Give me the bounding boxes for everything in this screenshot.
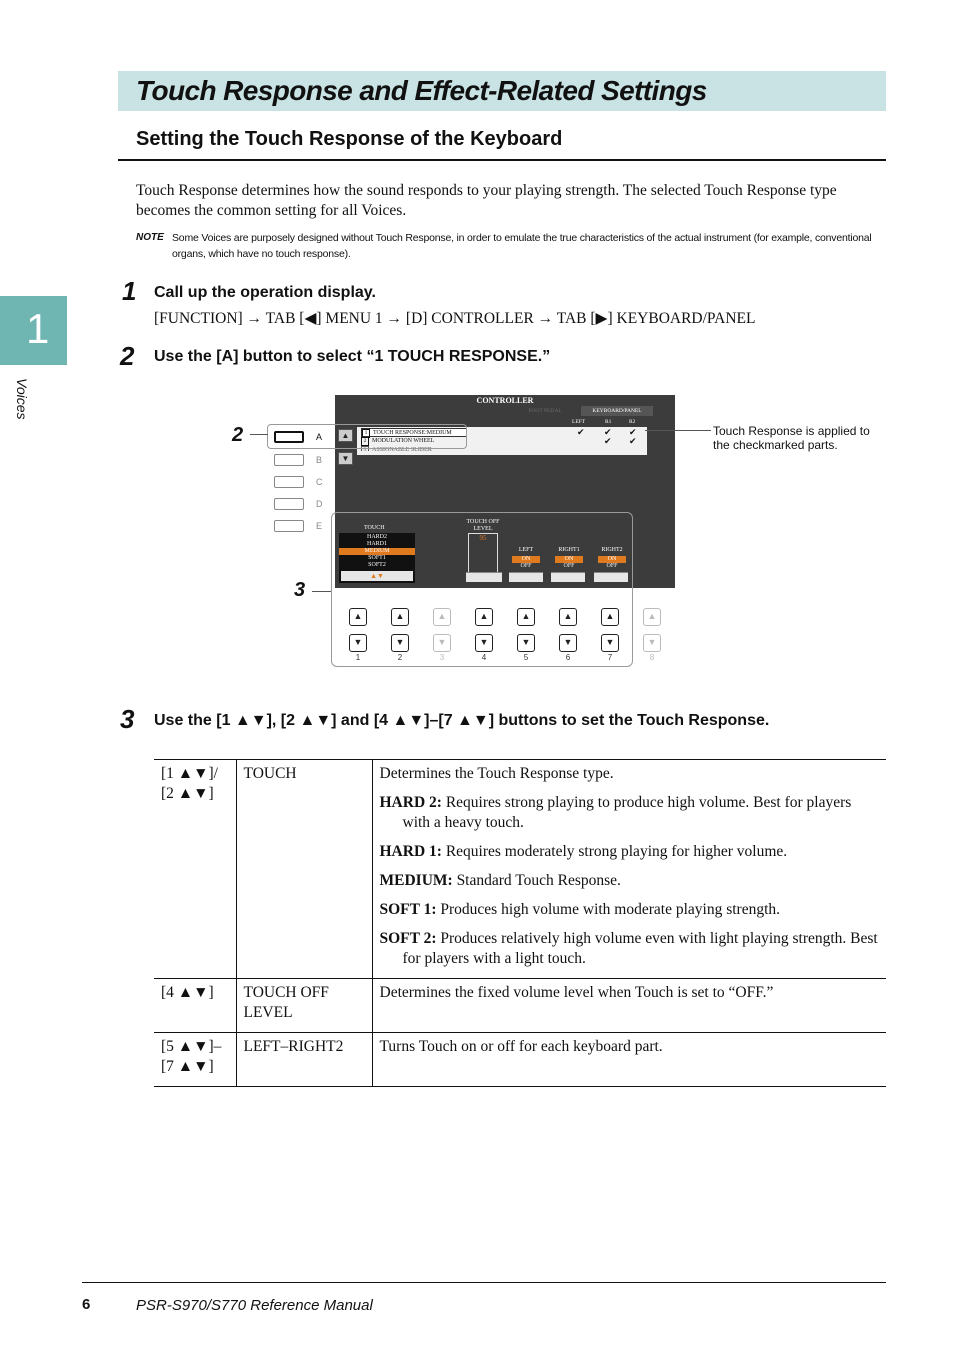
table-cell-parameter: TOUCH — [236, 760, 372, 979]
touch-type-hard2[interactable]: HARD2 — [366, 534, 387, 540]
button-6-up[interactable]: ▲ — [559, 608, 577, 626]
level-arrow-bar — [466, 572, 502, 582]
subheading: Setting the Touch Response of the Keyboard — [136, 128, 563, 150]
part-right2-arrows — [594, 572, 628, 582]
button-d[interactable] — [274, 498, 304, 510]
section-banner — [118, 71, 886, 111]
callout-2-leader — [250, 434, 268, 435]
button-5-down[interactable]: ▼ — [517, 634, 535, 652]
button-4-number: 4 — [481, 653, 487, 662]
table-cell-parameter: LEFT–RIGHT2 — [236, 1033, 372, 1087]
table-cell-description — [372, 1033, 886, 1087]
table-cell-buttons: [4 ▲▼] — [154, 979, 236, 1033]
parameter-table — [154, 759, 886, 1087]
button-7-number: 7 — [607, 653, 613, 662]
part-right1-arrows — [551, 572, 585, 582]
table-cell-parameter: TOUCH OFF LEVEL — [236, 979, 372, 1033]
touch-arrow-icon: ▲▼ — [341, 571, 413, 581]
step-1-path: [FUNCTION] → TAB [◀] MENU 1 → [D] CONTROLLER → TAB [▶] KEYBOARD/PANEL — [154, 310, 756, 327]
table-row — [154, 1033, 886, 1087]
description-line: Determines the Touch Response type. — [379, 765, 614, 782]
checkmark-r2-1[interactable]: ✔ — [629, 427, 637, 437]
button-1-up[interactable]: ▲ — [349, 608, 367, 626]
touch-off-level-label: TOUCH OFF LEVEL — [466, 519, 500, 532]
button-3-up[interactable]: ▲ — [433, 608, 451, 626]
checkmark-left-1[interactable]: ✔ — [577, 427, 585, 437]
step-3-number: 3 — [120, 704, 135, 734]
col-header-r1: R1 — [605, 419, 612, 425]
description-line: Turns Touch on or off for each keyboard part. — [379, 1038, 663, 1055]
list-item-touch-response[interactable]: 1 TOUCH RESPONSE:MEDIUM — [361, 428, 467, 437]
touch-type-list[interactable] — [339, 533, 415, 583]
button-7-up[interactable]: ▲ — [601, 608, 619, 626]
step-2-number: 2 — [120, 341, 135, 371]
step-1-number: 1 — [122, 276, 137, 306]
button-4-up[interactable]: ▲ — [475, 608, 493, 626]
button-8-up[interactable]: ▲ — [643, 608, 661, 626]
page-number: 6 — [82, 1296, 91, 1313]
description-line: MEDIUM: Standard Touch Response. — [379, 872, 621, 889]
callout-3-leader — [312, 591, 331, 592]
note-text: Some Voices are purposely designed without Touch Response, in order to emulate the true characteristics of the actual instrument (for example, conventional organs, which have no touch response). — [172, 232, 872, 260]
part-right1-label: RIGHT1 — [558, 547, 580, 553]
button-c-label: C — [316, 477, 323, 487]
screen-title: CONTROLLER — [476, 396, 534, 405]
touch-off-level-value: 95 — [479, 534, 487, 542]
button-2-down[interactable]: ▼ — [391, 634, 409, 652]
col-header-left: LEFT — [572, 419, 586, 425]
table-cell-description — [372, 760, 886, 979]
callout-3: 3 — [294, 579, 306, 601]
step-1-title: Call up the operation display. — [154, 284, 376, 301]
button-a-label: A — [316, 432, 323, 442]
description-line: Determines the fixed volume level when Touch is set to “OFF.” — [379, 984, 774, 1001]
footer-rule — [82, 1282, 886, 1283]
touch-label: TOUCH — [364, 525, 385, 531]
intro-paragraph: Touch Response determines how the sound responds to your playing strength. The selected Touch Response type becomes the common setting for all Voices. — [136, 182, 837, 219]
part-right2-label: RIGHT2 — [601, 547, 623, 553]
button-5-up[interactable]: ▲ — [517, 608, 535, 626]
part-left-label: LEFT — [518, 547, 534, 553]
button-2-number: 2 — [397, 653, 403, 662]
list-item-modulation-wheel[interactable]: 2 MODULATION WHEEL — [361, 437, 434, 446]
button-e-label: E — [316, 521, 323, 531]
button-6-down[interactable]: ▼ — [559, 634, 577, 652]
button-b-label: B — [316, 455, 323, 465]
manual-title: PSR-S970/S770 Reference Manual — [136, 1297, 373, 1314]
part-right2-toggle[interactable]: ON OFF — [598, 556, 626, 570]
button-2-up[interactable]: ▲ — [391, 608, 409, 626]
tab-foot-pedal[interactable]: FOOT PEDAL — [528, 408, 562, 414]
scroll-down-icon[interactable]: ▼ — [338, 452, 353, 465]
button-5-number: 5 — [523, 653, 529, 662]
part-left-toggle[interactable]: ON OFF — [512, 556, 540, 570]
button-1-number: 1 — [355, 653, 361, 662]
chapter-number: 1 — [26, 305, 50, 352]
button-1-down[interactable]: ▼ — [349, 634, 367, 652]
button-b[interactable] — [274, 454, 304, 466]
tab-keyboard-panel[interactable]: KEYBOARD/PANEL — [581, 406, 653, 416]
touch-type-hard1[interactable]: HARD1 — [366, 541, 387, 547]
table-cell-description — [372, 979, 886, 1033]
checkmark-r1-1[interactable]: ✔ — [604, 427, 612, 437]
table-cell-buttons: [1 ▲▼]/ [2 ▲▼] — [154, 760, 236, 979]
checkmark-callout: Touch Response is applied to the checkmarked parts. — [713, 424, 870, 452]
touch-type-medium[interactable]: MEDIUM — [339, 548, 415, 555]
subheading-rule — [118, 159, 886, 161]
button-3-down[interactable]: ▼ — [433, 634, 451, 652]
button-3-number: 3 — [439, 653, 445, 662]
section-title: Touch Response and Effect-Related Settings — [136, 75, 707, 106]
table-row — [154, 979, 886, 1033]
scroll-up-icon[interactable]: ▲ — [338, 429, 353, 442]
step-3-title: Use the [1 ▲▼], [2 ▲▼] and [4 ▲▼]–[7 ▲▼] buttons to set the Touch Response. — [154, 712, 770, 729]
checkmark-r1-2[interactable]: ✔ — [604, 436, 612, 446]
col-header-r2: R2 — [629, 419, 636, 425]
button-8-down[interactable]: ▼ — [643, 634, 661, 652]
button-4-down[interactable]: ▼ — [475, 634, 493, 652]
button-d-label: D — [316, 499, 323, 509]
description-line: SOFT 2: Produces relatively high volume even with light playing strength. Best for players with a light touch. — [379, 930, 878, 967]
note-label: NOTE — [136, 232, 164, 243]
button-6-number: 6 — [565, 653, 571, 662]
description-line: HARD 1: Requires moderately strong playing for higher volume. — [379, 843, 788, 860]
checkmark-callout-leader — [645, 430, 711, 431]
touch-type-soft2[interactable]: SOFT2 — [368, 562, 386, 568]
part-right1-toggle[interactable]: ON OFF — [555, 556, 583, 570]
checkmark-r2-2[interactable]: ✔ — [629, 436, 637, 446]
list-item-assignable-slider[interactable]: 3 ASSIGNABLE SLIDER — [361, 446, 432, 451]
table-cell-buttons: [5 ▲▼]– [7 ▲▼] — [154, 1033, 236, 1087]
chapter-label: Voices — [14, 378, 30, 420]
button-8-number: 8 — [649, 653, 655, 662]
step-2-title: Use the [A] button to select “1 TOUCH RESPONSE.” — [154, 348, 551, 365]
button-c[interactable] — [274, 476, 304, 488]
button-7-down[interactable]: ▼ — [601, 634, 619, 652]
table-row — [154, 760, 886, 979]
part-left-arrows — [509, 572, 543, 582]
description-line: HARD 2: Requires strong playing to produce high volume. Best for players with a heavy touch. — [379, 794, 852, 831]
button-a[interactable] — [274, 431, 304, 443]
callout-2: 2 — [232, 424, 244, 446]
touch-type-soft1[interactable]: SOFT1 — [368, 555, 386, 561]
description-line: SOFT 1: Produces high volume with moderate playing strength. — [379, 901, 781, 918]
button-e[interactable] — [274, 520, 304, 532]
